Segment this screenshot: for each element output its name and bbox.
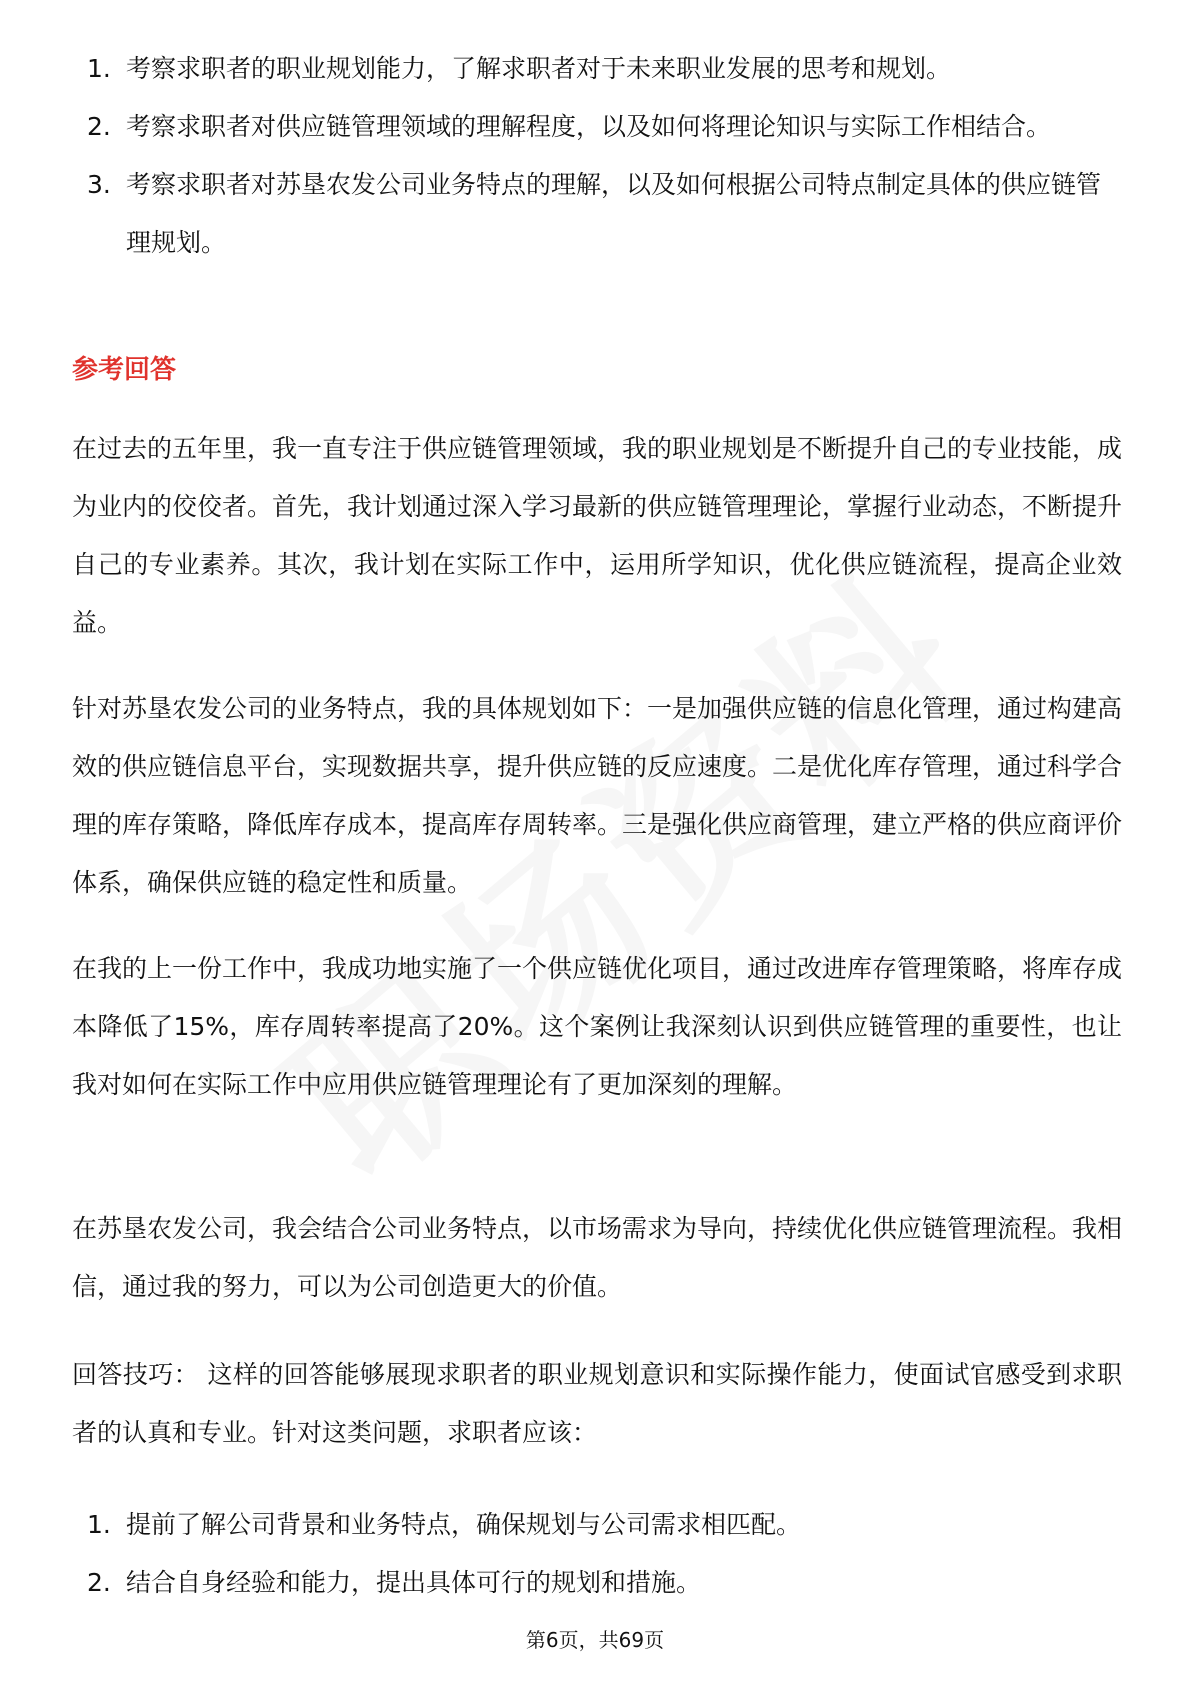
list-item <box>72 40 1122 98</box>
list-item-number: 1. <box>87 54 111 83</box>
answer-paragraph-4: 在苏垦农发公司，我会结合公司业务特点，以市场需求为导向，持续优化供应链管理流程。我相信，通过我的努力，可以为公司创造更大的价值。 <box>72 1214 1123 1301</box>
list-item <box>72 98 1122 156</box>
list-item-text: 考察求职者对供应链管理领域的理解程度，以及如何将理论知识与实际工作相结合。 <box>126 112 1052 141</box>
list-item-text: 考察求职者对苏垦农发公司业务特点的理解，以及如何根据公司特点制定具体的供应链管理规划。 <box>126 170 1102 257</box>
list-item-text: 提前了解公司背景和业务特点，确保规划与公司需求相匹配。 <box>126 1510 802 1539</box>
list-item-number: 1. <box>87 1510 111 1539</box>
evaluation-points-list <box>72 40 1122 272</box>
list-item <box>72 1496 1122 1554</box>
answer-tips-paragraph: 回答技巧： 这样的回答能够展现求职者的职业规划意识和实际操作能力，使面试官感受到求职者的认真和专业。针对这类问题，求职者应该： <box>72 1360 1122 1447</box>
list-item-number: 2. <box>87 1568 111 1597</box>
section-title: 参考回答 <box>72 355 177 385</box>
list-item <box>72 156 1122 272</box>
list-item-text: 结合自身经验和能力，提出具体可行的规划和措施。 <box>126 1568 702 1597</box>
tips-list <box>72 1496 1122 1612</box>
list-item-text: 考察求职者的职业规划能力，了解求职者对于未来职业发展的思考和规划。 <box>126 54 952 83</box>
list-item <box>72 1554 1122 1612</box>
answer-paragraph-3: 在我的上一份工作中，我成功地实施了一个供应链优化项目，通过改进库存管理策略，将库存成本降低了15%，库存周转率提高了20%。这个案例让我深刻认识到供应链管理的重要性，也让我对如何在实际工作中应用供应链管理理论有了更加深刻的理解。 <box>72 954 1123 1099</box>
list-item-number: 2. <box>87 112 111 141</box>
list-item-number: 3. <box>87 170 111 199</box>
answer-paragraph-1: 在过去的五年里，我一直专注于供应链管理领域，我的职业规划是不断提升自己的专业技能，成为业内的佼佼者。首先，我计划通过深入学习最新的供应链管理理论，掌握行业动态，不断提升自己的专业素养。其次，我计划在实际工作中，运用所学知识，优化供应链流程，提高企业效益。 <box>72 434 1123 637</box>
answer-paragraph-2: 针对苏垦农发公司的业务特点，我的具体规划如下：一是加强供应链的信息化管理，通过构建高效的供应链信息平台，实现数据共享，提升供应链的反应速度。二是优化库存管理，通过科学合理的库存策略，降低库存成本，提高库存周转率。三是强化供应商管理，建立严格的供应商评价体系，确保供应链的稳定性和质量。 <box>72 694 1123 897</box>
page-number-footer: 第6页，共69页 <box>525 1628 665 1652</box>
